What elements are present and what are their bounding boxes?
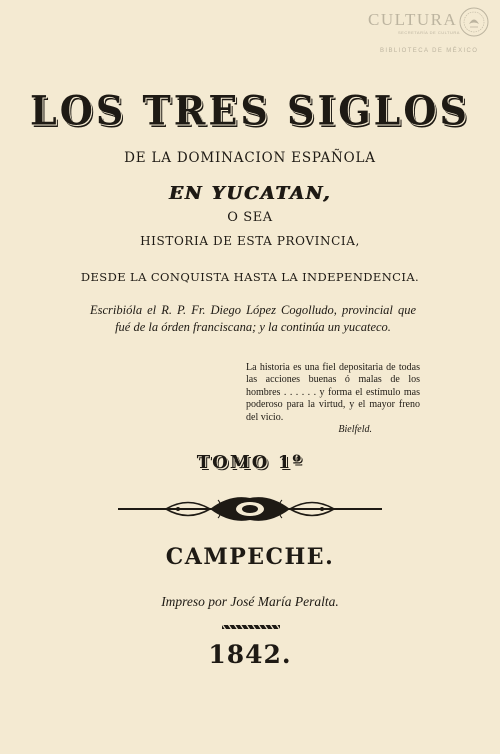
book-title: LOS TRES SIGLOS <box>30 86 470 135</box>
mexican-seal-icon <box>458 6 490 38</box>
publication-year: 1842. <box>208 640 292 669</box>
watermark-subbrand: SECRETARÍA DE CULTURA <box>398 30 460 35</box>
volume-label: TOMO 1º <box>196 452 304 473</box>
subtitle-line-4: HISTORIA DE ESTA PROVINCIA, <box>140 234 360 248</box>
watermark-library: BIBLIOTECA DE MÉXICO <box>380 48 479 54</box>
epigraph-author: Bielfeld. <box>338 424 372 436</box>
watermark-brand: CULTURA <box>368 10 458 29</box>
subtitle-line-3: O SEA <box>227 210 273 225</box>
printer-line: Impreso por José María Peralta. <box>161 594 339 609</box>
subtitle-line-2: EN YUCATAN, <box>168 183 332 204</box>
epigraph <box>246 362 420 436</box>
publication-place: CAMPECHE. <box>165 544 335 570</box>
subtitle-line-5: DESDE LA CONQUISTA HASTA LA INDEPENDENCIA. <box>80 270 420 284</box>
epigraph-text: La historia es una fiel depositaria de todas las acciones buenas ó malas de los hombres . . . . . . y forma el estímulo mas poderoso para la virtud, y el mayor freno del vicio. <box>246 362 420 423</box>
subtitle-line-1: DE LA DOMINACION ESPAÑOLA <box>124 150 376 166</box>
authorship-note: Escribióla el R. P. Fr. Diego López Cogolludo, provincial que fué de la órden franciscana; y la continúa un yucateco. <box>90 303 416 334</box>
small-ornament-icon <box>222 622 280 632</box>
ornamental-rule-icon <box>118 492 382 526</box>
watermark <box>366 6 496 54</box>
